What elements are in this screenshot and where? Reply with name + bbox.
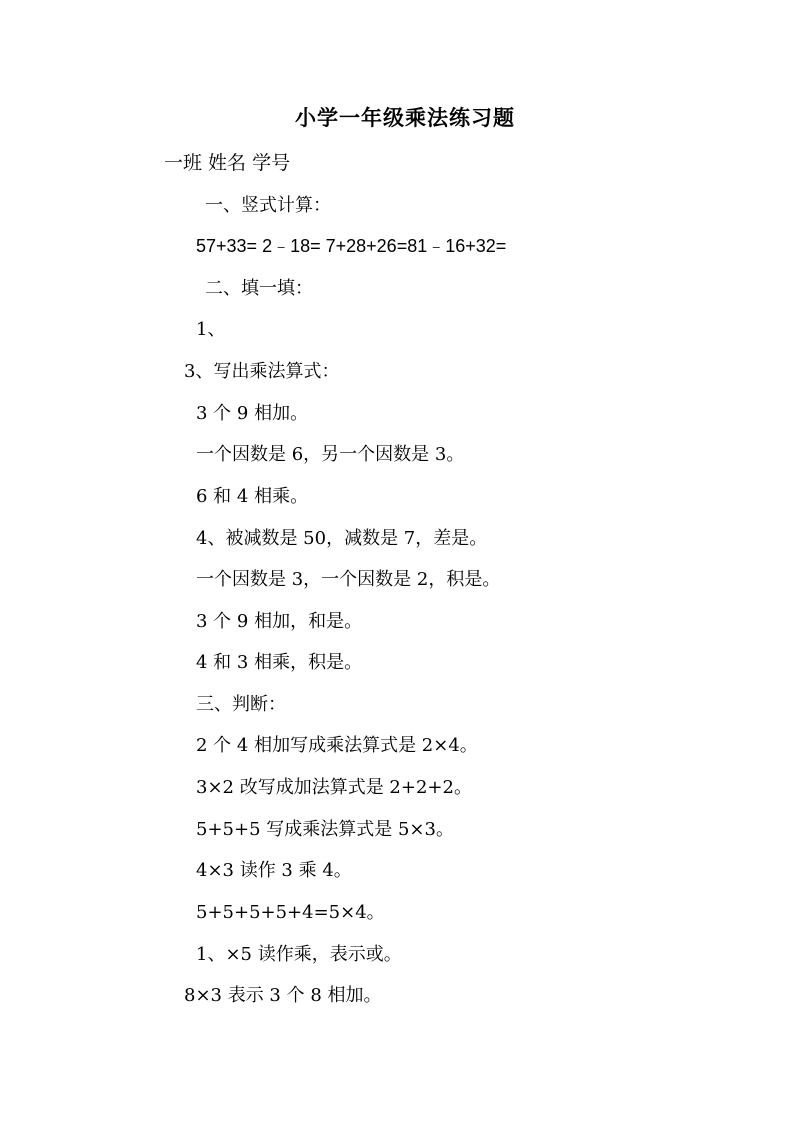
question-3-item: 6 和 4 相乘。: [196, 486, 309, 507]
judgement-statement: 3×2 改写成加法算式是 2+2+2。: [196, 777, 472, 798]
trailing-question: 8×3 表示 3 个 8 相加。: [184, 985, 382, 1006]
question-3-item: 一个因数是 6，另一个因数是 3。: [196, 444, 465, 465]
judgement-statement: 4×3 读作 3 乘 4。: [196, 860, 352, 881]
question-1-label: 1、: [196, 319, 226, 340]
judgement-statement: 5+5+5 写成乘法算式是 5×3。: [196, 819, 454, 840]
section-3-heading: 三、判断：: [196, 694, 286, 715]
question-4-item: 一个因数是 3，一个因数是 2，积是。: [196, 569, 501, 590]
section-2-heading: 二、填一填：: [205, 278, 313, 299]
trailing-question: 1、×5 读作乘，表示或。: [196, 944, 402, 965]
judgement-statement: 2 个 4 相加写成乘法算式是 2×4。: [196, 735, 478, 756]
question-4-heading: 4、被减数是 50，减数是 7，差是。: [196, 528, 488, 549]
student-info-line: 一班 姓名 学号: [164, 152, 291, 174]
question-4-item: 4 和 3 相乘，积是。: [196, 652, 363, 673]
question-3-item: 3 个 9 相加。: [196, 403, 309, 424]
section-1-heading: 一、竖式计算：: [205, 195, 331, 216]
judgement-statement: 5+5+5+5+4=5×4。: [196, 902, 385, 923]
question-3-heading: 3、写出乘法算式：: [184, 361, 340, 382]
calculation-problems: 57+33= 2﹣18= 7+28+26=81﹣16+32=: [196, 236, 507, 256]
question-4-item: 3 个 9 相加，和是。: [196, 611, 363, 632]
page-title: 小学一年级乘法练习题: [295, 105, 515, 130]
